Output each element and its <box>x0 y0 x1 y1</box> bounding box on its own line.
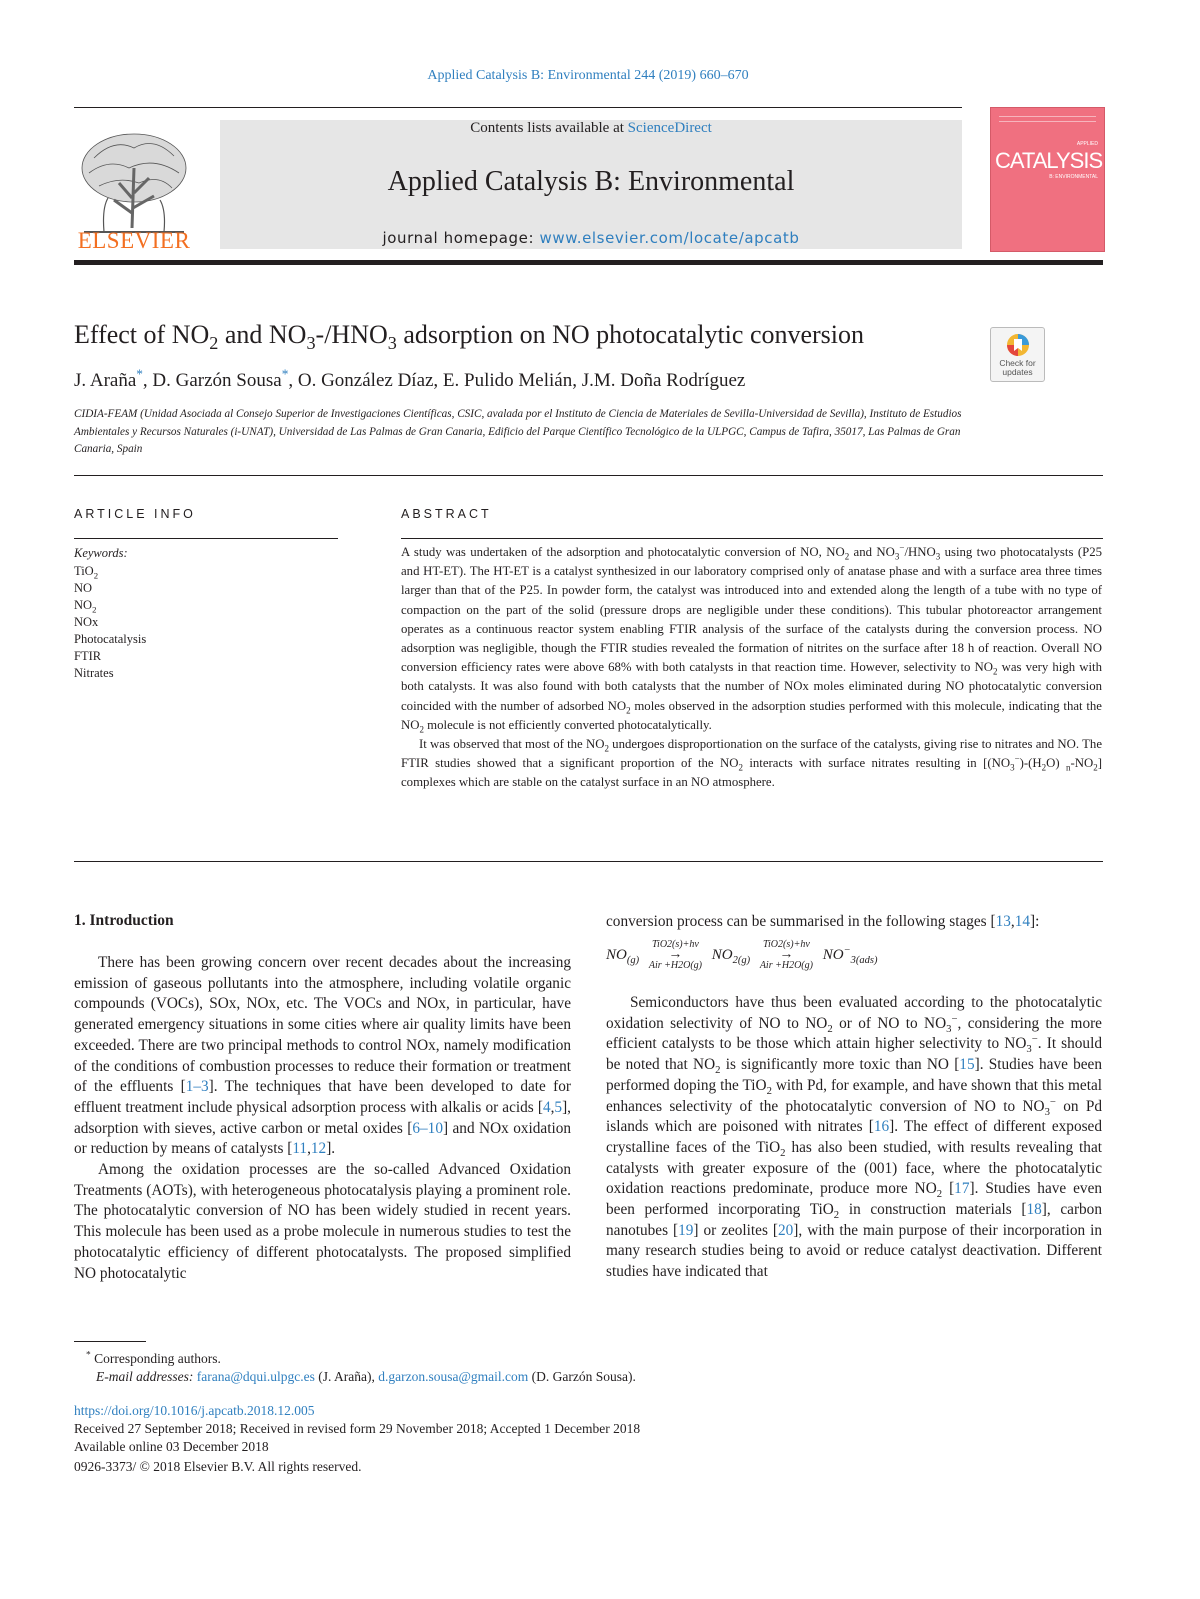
body-paragraph: Semiconductors have thus been evaluated according to the photocatalytic oxidation selectivity of NO to $NO_2$ or of NO to $NO_3^-$, considering the more efficient catalysts to be those which attain higher selectivity to $NO_3^-$. It should be noted that $NO_2$ is significantly more toxic than NO [15]. Studies have been performed doping the TiO$_2$ with Pd, for example, and have shown that this metal enhances selectivity of the photocatalytic conversion of NO to $NO_3^-$ on Pd islands which are poisoned with nitrates [16]. The effect of different exposed crystalline faces of the TiO$_2$ has also been studied, with results revealing that catalysts with greater exposure of the (001) face, where the photocatalytic oxidation reactions predominate, produce more $NO_2$ [17]. Studies have even been performed incorporating TiO$_2$ in construction materials [18], carbon nanotubes [19] or zeolites [20], with the main purpose of their incorporation in many research studies being to avoid or reduce catalyst deactivation. Different studies have indicated that <box>606 994 1103 1281</box>
keyword-item: NO <box>74 581 93 595</box>
affiliation-rule <box>74 475 1103 476</box>
section-heading-introduction: 1. Introduction <box>74 912 174 929</box>
abstract-body <box>401 543 1102 793</box>
homepage-link[interactable]: www.elsevier.com/locate/apcatb <box>539 229 800 247</box>
corresponding-note: * Corresponding authors. <box>86 1350 221 1366</box>
abstract-heading: ABSTRACT <box>401 507 492 521</box>
citation-link[interactable]: 18 <box>1026 1201 1042 1219</box>
citation-link[interactable]: 15 <box>959 1056 975 1074</box>
cover-title: CATALYSIS <box>995 148 1103 173</box>
keywords-label: Keywords: <box>74 546 128 560</box>
article-info-heading: ARTICLE INFO <box>74 507 196 521</box>
citation-link[interactable]: 1–3 <box>185 1078 209 1096</box>
corresponding-star[interactable]: * <box>136 366 143 382</box>
header-top-rule <box>74 107 962 108</box>
email-link[interactable]: d.garzon.sousa@gmail.com <box>378 1369 529 1384</box>
journal-name: Applied Catalysis B: Environmental <box>387 166 795 197</box>
citation-link[interactable]: 17 <box>954 1180 970 1198</box>
body-paragraph: Among the oxidation processes are the so-called Advanced Oxidation Treatments (AOTs), with heterogeneous photocatalysis playing a prominent role. The photocatalytic conversion of NO has been widely studied in recent years. This molecule has been used as a probe molecule in numerous studies to test the photocatalytic efficiency of different photocatalysts. The proposed simplified NO photocatalytic <box>74 1161 571 1282</box>
citation-link[interactable]: 4 <box>542 1098 551 1116</box>
citation-link[interactable]: 13 <box>995 913 1011 930</box>
reaction-equation: $NO_{(g)}$ TiO2(s)+hν → Air +H2O(g) $NO_{2(g)}$ TiO2(s)+hν → Air +H2O(g) $NO^-_{3(ads)}$ <box>606 939 878 971</box>
body-right-column <box>606 993 1102 1283</box>
keyword-item: Photocatalysis <box>74 632 147 646</box>
email-link[interactable]: farana@dqui.ulpgc.es <box>196 1369 315 1384</box>
keyword-list <box>74 563 146 682</box>
keyword-item: FTIR <box>74 649 102 663</box>
affiliation: CIDIA-FEAM (Unidad Asociada al Consejo Superior de Investigaciones Científicas, CSIC, avalada por el Instituto de Ciencia de Materiales de Sevilla-Universidad de Sevilla), Instituto de Estudios Ambientales y Recursos Naturales (i-UNAT), Universidad de Las Palmas de Gran Canaria, Edificio del Parque Científico Tecnológico de la ULPGC, Campus de Tafira, 35017, Las Palmas de Gran Canaria, Spain <box>74 408 962 455</box>
citation-link[interactable]: 5 <box>554 1098 563 1116</box>
available-online: Available online 03 December 2018 <box>74 1439 269 1454</box>
abstract-bottom-rule <box>74 861 1103 862</box>
keyword-item: Nitrates <box>74 666 114 680</box>
citation-link[interactable]: 6–10 <box>412 1119 443 1137</box>
body-left-column <box>74 953 571 1284</box>
cover-subtitle: B: ENVIRONMENTAL <box>1049 174 1098 180</box>
article-info-rule <box>74 538 338 539</box>
check-updates-label: Check for updates <box>999 358 1036 377</box>
corresponding-star[interactable]: * <box>281 366 289 382</box>
keyword-item: NOx <box>74 615 99 629</box>
sciencedirect-link[interactable]: ScienceDirect <box>627 120 712 136</box>
body-paragraph: conversion process can be summarised in the following stages [13,14]: <box>606 913 1040 930</box>
paper-title: Effect of $NO_2$ and $NO_3-/HNO_3$ adsorption on NO photocatalytic conversion <box>74 320 865 354</box>
cover-rule <box>999 121 1096 122</box>
citation-link[interactable]: 12 <box>310 1140 327 1158</box>
check-for-updates-badge[interactable] <box>990 327 1045 382</box>
journal-citation[interactable]: Applied Catalysis B: Environmental 244 (2019) 660–670 <box>427 68 749 83</box>
abstract-paragraph: A study was undertaken of the adsorption and photocatalytic conversion of NO, $NO_2$ and $NO_3^-/HNO_3$ using two photocatalysts (P25 and HT-ET). The HT-ET is a catalyst synthesized in our laboratory comprised only of anatase phase and with a surface area three times larger than that of the P25. In powder form, the catalyst was introduced into and extended along the length of a tube with no type of compaction on the part of the solid (pressure drops are negligible under these conditions). This tubular photoreactor arrangement operates as a continuous reactor system enabling FTIR analysis of the surface of the catalysts during the conversion process. NO adsorption was negligible, though the FTIR studies revealed the formation of nitrites on the surface after 18 h of reaction. Overall NO conversion efficiency rates were above 68% with both catalysts in that reaction time. However, selectivity to $NO_2$ was very high with both catalysts. It was also found with both catalysts that the number of NOx moles eliminated during NO photocatalytic conversion coincided with the number of adsorbed $NO_2$ moles observed in the adsorption studies performed with this molecule, indicating that the $NO_2$ molecule is not efficiently converted photocatalytically. <box>401 542 1102 735</box>
contents-line <box>220 120 962 137</box>
doi-link[interactable]: https://doi.org/10.1016/j.apcatb.2018.12.005 <box>74 1403 315 1418</box>
citation-link[interactable]: 14 <box>1014 913 1030 930</box>
homepage-prefix: journal homepage: <box>382 229 540 247</box>
header-thick-rule <box>74 260 1103 265</box>
body-right-column-top <box>606 912 1102 933</box>
copyright: 0926-3373/ © 2018 Elsevier B.V. All rights reserved. <box>74 1459 362 1474</box>
elsevier-wordmark[interactable]: ELSEVIER <box>77 228 191 253</box>
body-paragraph: There has been growing concern over recent decades about the increasing emission of gaseous pollutants into the atmosphere, including volatile organic compounds (VOCs), SOx, NOx, etc. The VOCs and NOx, in particular, have generated emergency situations in some cities where air quality limits have been exceeded. There are two principal methods to control NOx, namely modification of the conditions of combustion processes to reduce their formation or treatment of the effluents [1–3]. The techniques that have been developed to date for effluent treatment include physical adsorption process with alkalis or acids [4,5], adsorption with sieves, active carbon or metal oxides [6–10] and NOx oxidation or reduction by means of catalysts [11,12]. <box>74 954 571 1158</box>
check-updates-icon <box>1005 332 1031 358</box>
citation-link[interactable]: 19 <box>678 1221 694 1239</box>
citation-link[interactable]: 20 <box>778 1221 794 1239</box>
footnote-rule <box>74 1341 146 1342</box>
keyword-item: $NO_2$ <box>74 598 97 615</box>
email-note: E-mail addresses: farana@dqui.ulpgc.es (J. Araña), d.garzon.sousa@gmail.com (D. Garzón Sousa). <box>96 1369 636 1384</box>
citation-link[interactable]: 16 <box>873 1118 890 1136</box>
author-list: J. Araña*, D. Garzón Sousa*, O. González Díaz, E. Pulido Melián, J.M. Doña Rodríguez <box>74 366 746 391</box>
keyword-item: TiO$_2$ <box>74 564 99 581</box>
cover-rule <box>999 116 1096 117</box>
citation-link[interactable]: 11 <box>292 1140 308 1158</box>
contents-prefix: Contents lists available at <box>470 120 628 136</box>
abstract-rule <box>401 538 1103 539</box>
cover-applied-label: APPLIED <box>1076 141 1098 147</box>
received-dates: Received 27 September 2018; Received in revised form 29 November 2018; Accepted 1 December 2018 <box>74 1421 641 1436</box>
journal-cover-thumbnail[interactable] <box>990 107 1105 252</box>
journal-homepage-line <box>220 229 962 247</box>
abstract-paragraph: It was observed that most of the $NO_2$ undergoes disproportionation on the surface of the catalysts, giving rise to nitrates and NO. The FTIR studies showed that a significant proportion of the $NO_2$ interacts with surface nitrates resulting in [$(NO_3^-)-(H_2O)$ $_n-NO_2$] complexes which are stable on the catalyst surface in an NO atmosphere. <box>401 737 1103 790</box>
